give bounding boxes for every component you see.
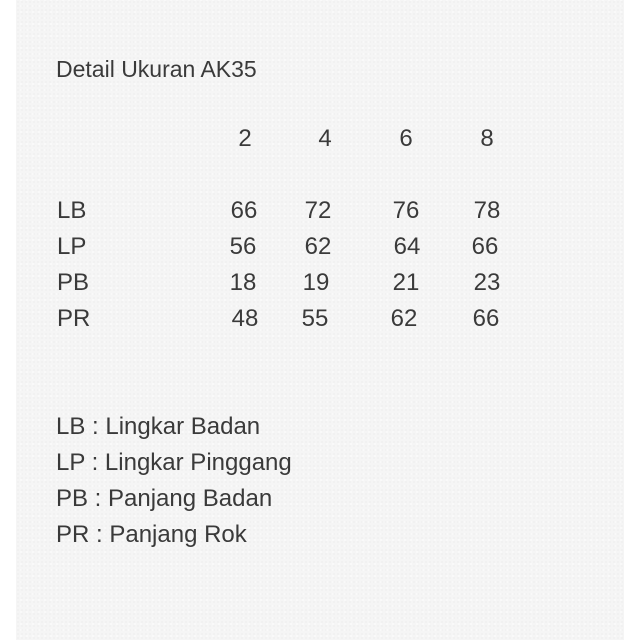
- table-cell: 66: [472, 305, 500, 332]
- table-cell: 18: [229, 269, 257, 296]
- table-cell: 62: [304, 233, 332, 260]
- table-cell: 62: [390, 305, 418, 332]
- table-cell: 55: [301, 305, 329, 332]
- row-label-pr: PR: [57, 305, 91, 332]
- legend-item-pr: PR : Panjang Rok: [56, 521, 247, 548]
- table-cell: 78: [473, 197, 501, 224]
- table-cell: 23: [473, 269, 501, 296]
- legend-item-lp: LP : Lingkar Pinggang: [56, 449, 292, 476]
- table-cell: 66: [230, 197, 258, 224]
- table-cell: 72: [304, 197, 332, 224]
- row-label-lb: LB: [57, 197, 87, 224]
- row-label-lp: LP: [57, 233, 87, 260]
- table-cell: 19: [302, 269, 330, 296]
- page-title: Detail Ukuran AK35: [56, 56, 257, 82]
- table-cell: 48: [231, 305, 259, 332]
- table-cell: 21: [392, 269, 420, 296]
- table-cell: 66: [471, 233, 499, 260]
- table-cell: 64: [393, 233, 421, 260]
- row-label-pb: PB: [57, 269, 90, 296]
- size-header-2: 2: [238, 125, 252, 152]
- legend-item-pb: PB : Panjang Badan: [56, 485, 273, 512]
- table-cell: 76: [392, 197, 420, 224]
- size-header-6: 6: [399, 125, 413, 152]
- table-cell: 56: [229, 233, 257, 260]
- size-header-4: 4: [318, 125, 332, 152]
- legend-item-lb: LB : Lingkar Badan: [56, 413, 261, 440]
- size-header-8: 8: [480, 125, 494, 152]
